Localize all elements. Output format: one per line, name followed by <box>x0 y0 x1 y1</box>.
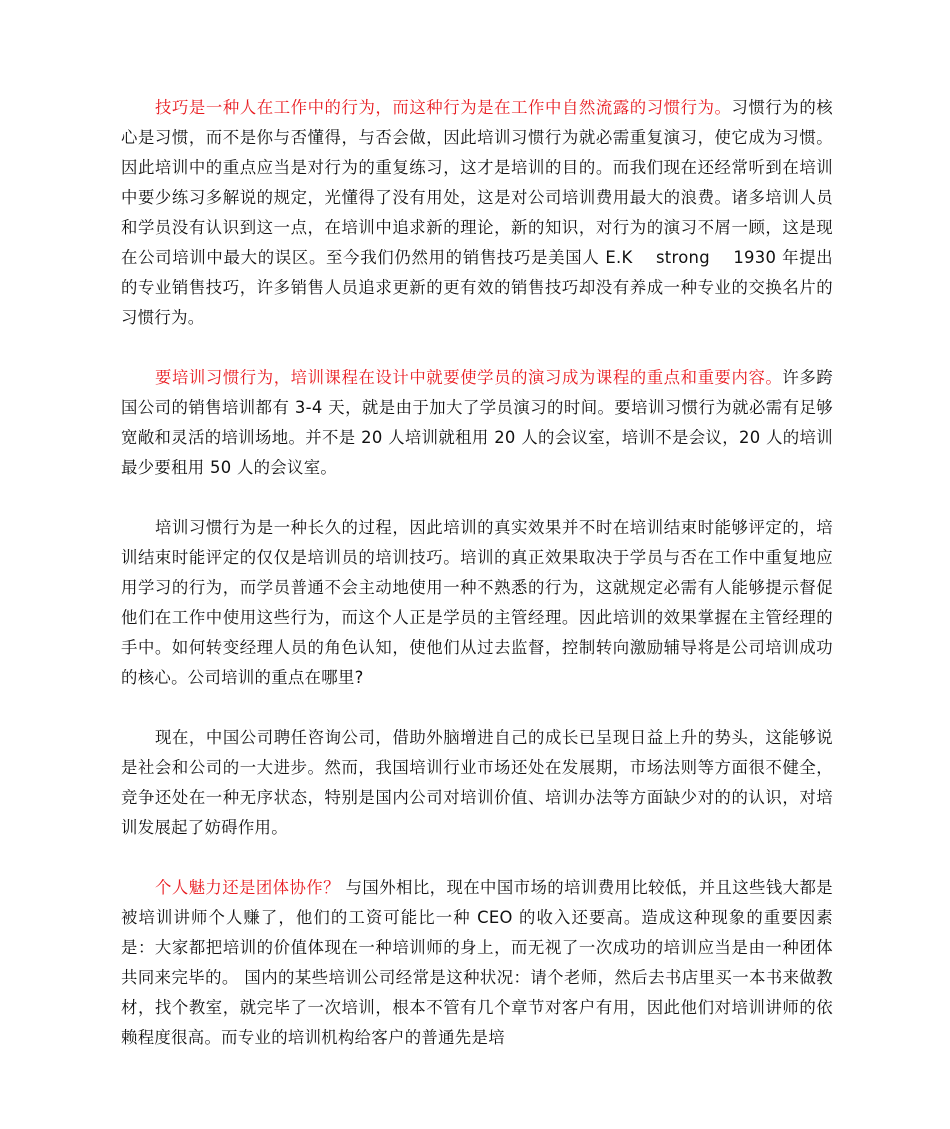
paragraph-text: 与国外相比，现在中国市场的培训费用比较低，并且这些钱大都是被培训讲师个人赚了，他们的工资可能比一种 CEO 的收入还要高。造成这种现象的重要因素是：大家都把培训的价值体现在一种培训师的身上，而无视了一次成功的培训应当是由一种团体共同来完毕的。 国内的某些培训公司经常是这种状况：请个老师，然后去书店里买一本书来做教材，找个教室，就完毕了一次培训，根本不管有几个章节对客户有用，因此他们对培训讲师的依赖程度很高。而专业的培训机构给客户的普通先是培 <box>121 878 833 1047</box>
paragraph-lead-highlight: 要培训习惯行为，培训课程在设计中就要使学员的演习成为课程的重点和重要内容。 <box>155 368 783 387</box>
document-body <box>121 93 833 1083</box>
paragraph-text: 习惯行为的核心是习惯，而不是你与否懂得，与否会做，因此培训习惯行为就必需重复演习，使它成为习惯。因此培训中的重点应当是对行为的重复练习，这才是培训的目的。而我们现在还经常听到在培训中要少练习多解说的规定，光懂得了没有用处，这是对公司培训费用最大的浪费。诸多培训人员和学员没有认识到这一点，在培训中追求新的理论，新的知识，对行为的演习不屑一顾，这是现在公司培训中最大的误区。至今我们仍然用的销售技巧是美国人 E.K strong 1930 年提出的专业销售技巧，许多销售人员追求更新的更有效的销售技巧却没有养成一种专业的交换名片的习惯行为。 <box>121 98 833 327</box>
paragraph-text: 培训习惯行为是一种长久的过程，因此培训的真实效果并不时在培训结束时能够评定的，培训结束时能评定的仅仅是培训员的培训技巧。培训的真正效果取决于学员与否在工作中重复地应用学习的行为，而学员普通不会主动地使用一种不熟悉的行为，这就规定必需有人能够提示督促他们在工作中使用这些行为，而这个人正是学员的主管经理。因此培训的效果掌握在主管经理的手中。如何转变经理人员的角色认知，使他们从过去监督，控制转向激励辅导将是公司培训成功的核心。公司培训的重点在哪里? <box>121 518 833 687</box>
paragraph-lead-highlight: 技巧是一种人在工作中的行为，而这种行为是在工作中自然流露的习惯行为。 <box>155 98 732 117</box>
paragraph-lead-highlight: 个人魅力还是团体协作？ <box>155 878 340 897</box>
paragraph-training-effect <box>121 513 833 693</box>
paragraph-course-design <box>121 363 833 483</box>
paragraph-consulting-market <box>121 723 833 843</box>
paragraph-team-collaboration <box>121 873 833 1053</box>
paragraph-habit-behavior <box>121 93 833 333</box>
paragraph-text: 许多跨国公司的销售培训都有 3-4 天，就是由于加大了学员演习的时间。要培训习惯行为就必需有足够宽敞和灵活的培训场地。并不是 20 人培训就租用 20 人的会议室，培训不是会议，20 人的培训最少要租用 50 人的会议室。 <box>121 368 833 477</box>
paragraph-text: 现在，中国公司聘任咨询公司，借助外脑增进自己的成长已呈现日益上升的势头，这能够说是社会和公司的一大进步。然而，我国培训行业市场还处在发展期，市场法则等方面很不健全，竞争还处在一种无序状态，特别是国内公司对培训价值、培训办法等方面缺少对的的认识，对培训发展起了妨碍作用。 <box>121 728 833 837</box>
